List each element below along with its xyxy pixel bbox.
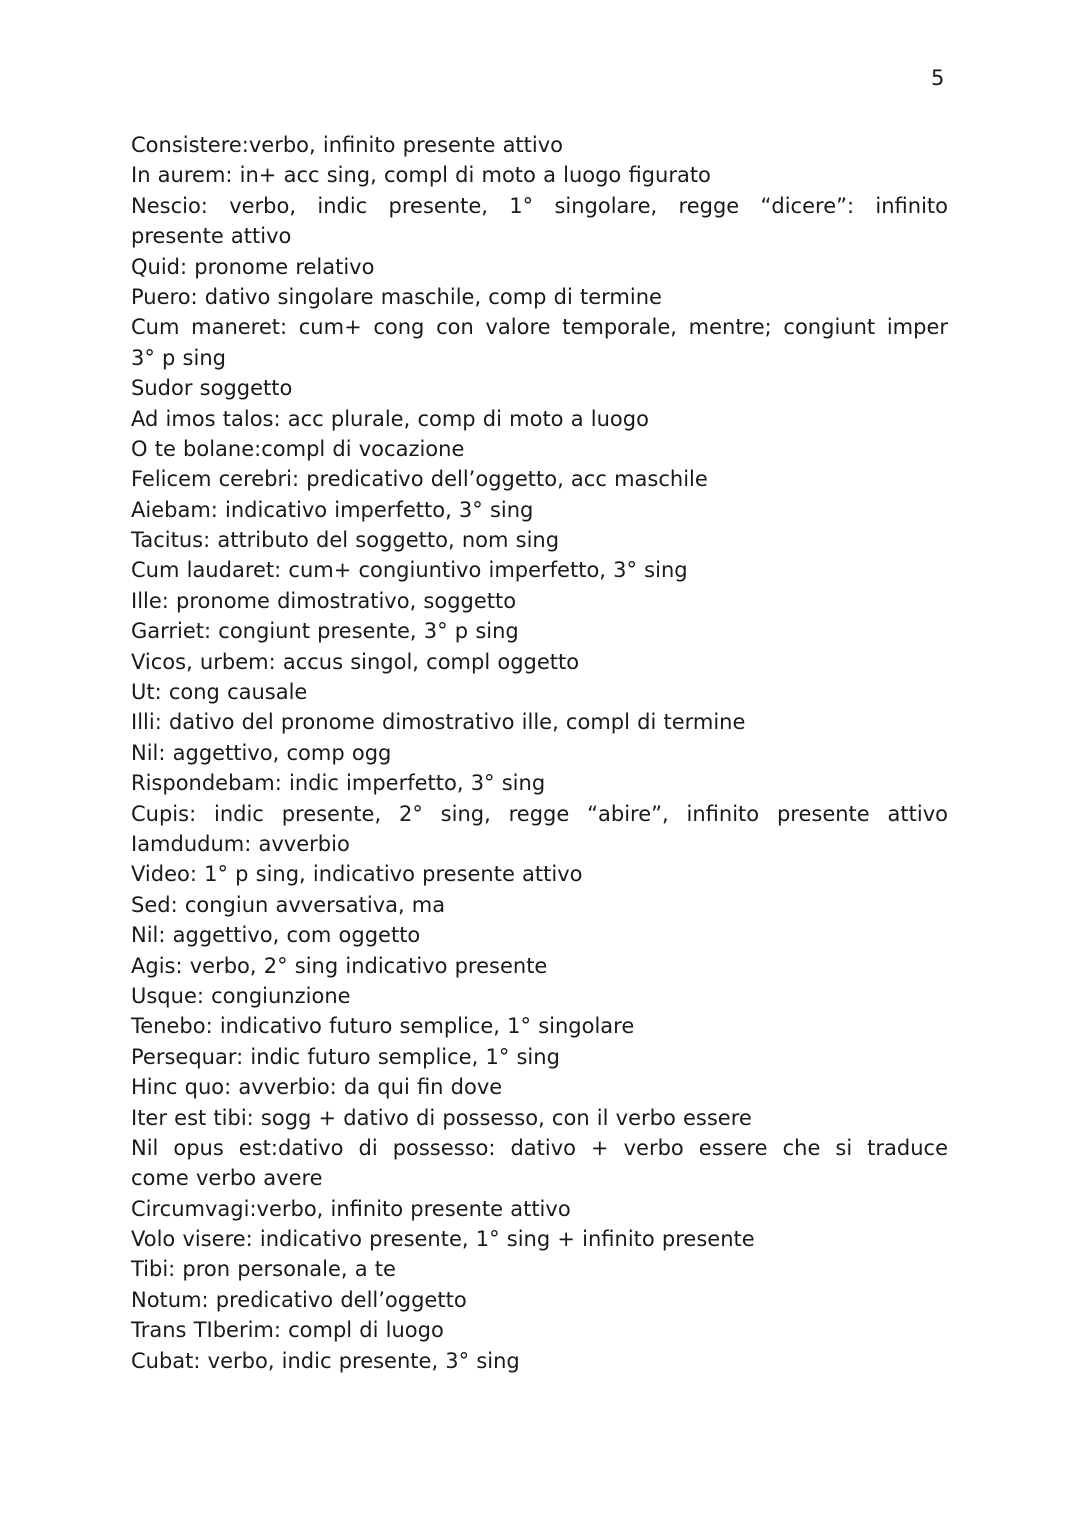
text-line: Video: 1° p sing, indicativo presente attivo — [131, 862, 583, 887]
text-line: Cum maneret: cum+ cong con valore temporale, mentre; congiunt imper — [131, 315, 948, 340]
text-line: Volo visere: indicativo presente, 1° sing + infinito presente — [131, 1227, 755, 1252]
text-line: Nescio: verbo, indic presente, 1° singolare, regge “dicere”: infinito — [131, 193, 948, 218]
text-line: Agis: verbo, 2° sing indicativo presente — [131, 953, 548, 978]
text-line: Cupis: indic presente, 2° sing, regge “abire”, infinito presente attivo — [131, 801, 948, 826]
text-line: Notum: predicativo dell’oggetto — [131, 1287, 467, 1312]
text-line: Ille: pronome dimostrativo, soggetto — [131, 588, 517, 613]
text-line: Tibi: pron personale, a te — [131, 1257, 396, 1282]
text-line: Nil: aggettivo, com oggetto — [131, 923, 421, 948]
text-line: Quid: pronome relativo — [131, 254, 375, 279]
text-line: In aurem: in+ acc sing, compl di moto a luogo figurato — [131, 163, 711, 188]
text-line: Tenebo: indicativo futuro semplice, 1° singolare — [131, 1014, 635, 1039]
text-line: Rispondebam: indic imperfetto, 3° sing — [131, 771, 546, 796]
text-line: Garriet: congiunt presente, 3° p sing — [131, 619, 519, 644]
text-line: Ut: cong causale — [131, 680, 308, 705]
text-line: Aiebam: indicativo imperfetto, 3° sing — [131, 497, 534, 522]
text-line: Hinc quo: avverbio: da qui fin dove — [131, 1075, 503, 1100]
text-line: Vicos, urbem: accus singol, compl oggetto — [131, 649, 580, 674]
text-line: Nil opus est:dativo di possesso: dativo + verbo essere che si traduce — [131, 1135, 948, 1160]
text-line: Consistere:verbo, infinito presente attivo — [131, 133, 564, 157]
text-line: Puero: dativo singolare maschile, comp di termine — [131, 284, 662, 309]
text-line: O te bolane:compl di vocazione — [131, 436, 465, 461]
text-line: presente attivo — [131, 224, 292, 249]
text-line: Iter est tibi: sogg + dativo di possesso, con il verbo essere — [131, 1105, 752, 1130]
text-line: Illi: dativo del pronome dimostrativo ille, compl di termine — [131, 710, 746, 735]
text-line: Nil: aggettivo, comp ogg — [131, 740, 392, 765]
text-line: Cum laudaret: cum+ congiuntivo imperfetto, 3° sing — [131, 558, 688, 583]
text-line: 3° p sing — [131, 345, 226, 370]
text-line: Usque: congiunzione — [131, 983, 351, 1008]
text-line: Persequar: indic futuro semplice, 1° sing — [131, 1044, 560, 1069]
text-line: come verbo avere — [131, 1166, 323, 1191]
text-line: Ad imos talos: acc plurale, comp di moto a luogo — [131, 406, 649, 431]
text-line: Iamdudum: avverbio — [131, 831, 350, 856]
text-line: Circumvagi:verbo, infinito presente attivo — [131, 1196, 571, 1221]
text-line: Sed: congiun avversativa, ma — [131, 892, 446, 917]
text-line: Tacitus: attributo del soggetto, nom sing — [131, 528, 560, 553]
text-line: Trans TIberim: compl di luogo — [131, 1318, 444, 1343]
text-line: Felicem cerebri: predicativo dell’oggetto, acc maschile — [131, 467, 708, 492]
page-number: 5 — [931, 66, 945, 90]
document-body — [131, 130, 948, 1376]
text-line: Sudor soggetto — [131, 376, 293, 401]
text-line: Cubat: verbo, indic presente, 3° sing — [131, 1348, 520, 1373]
